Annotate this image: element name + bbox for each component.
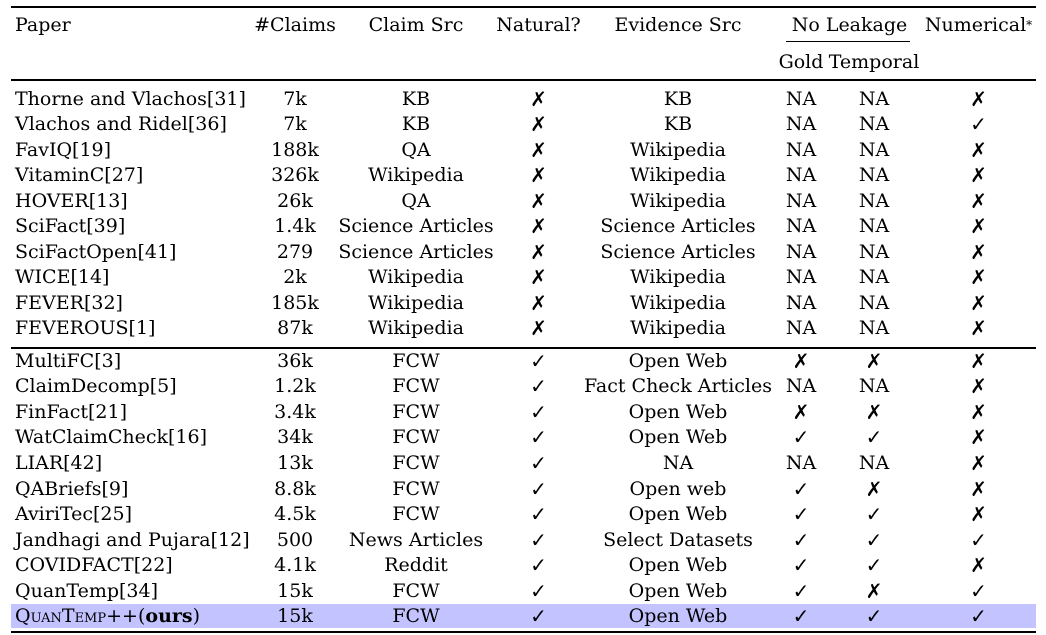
cell-claim-src: Reddit — [384, 554, 448, 577]
cell-claim-src: Wikipedia — [368, 164, 464, 186]
cell-evidence: Wikipedia — [630, 164, 726, 186]
table-row — [11, 290, 1036, 315]
cell-numerical: ✗ — [970, 163, 987, 187]
cell-claim-src: FCW — [392, 579, 440, 602]
cell-claim-src: FCW — [392, 451, 440, 474]
cell-claim-src: FCW — [392, 477, 440, 500]
cell-claims: 1.4k — [274, 215, 316, 237]
cell-temporal: ✓ — [865, 553, 883, 578]
cell-claim-src: KB — [401, 113, 431, 135]
cell-claims: 34k — [277, 426, 313, 449]
cell-claims: 188k — [271, 138, 319, 161]
cell-temporal: ✗ — [865, 399, 883, 424]
cell-gold: ✓ — [792, 553, 810, 578]
cell-temporal: NA — [858, 87, 890, 110]
header-row — [11, 12, 1036, 37]
cell-numerical: ✗ — [970, 188, 987, 213]
cell-gold: NA — [785, 266, 817, 288]
cell-paper: WICE[14] — [15, 266, 110, 288]
cell-claim-src: FCW — [392, 349, 440, 372]
table-row — [11, 163, 1036, 188]
cell-natural: ✗ — [530, 86, 547, 111]
cell-temporal: ✓ — [865, 502, 883, 527]
cell-temporal: ✗ — [865, 476, 883, 501]
cell-claims: 185k — [271, 291, 319, 314]
cell-claims: 1.2k — [274, 375, 316, 398]
cell-paper: Thorne and Vlachos[31] — [15, 87, 246, 110]
ours-paren-open: ( — [137, 605, 146, 627]
cell-claim-src: QA — [401, 189, 431, 212]
cell-claims: 15k — [277, 605, 313, 627]
cell-natural: ✓ — [530, 374, 547, 399]
cell-gold: ✓ — [792, 502, 810, 527]
cell-evidence: Fact Check Articles — [584, 375, 772, 398]
cell-paper: MultiFC[3] — [15, 349, 122, 372]
table-row — [11, 112, 1036, 137]
cell-numerical: ✗ — [970, 265, 987, 289]
cell-evidence: Open web — [629, 477, 727, 500]
cell-paper: FavIQ[19] — [15, 138, 112, 161]
cell-evidence: Science Articles — [600, 240, 756, 263]
table-row — [11, 476, 1036, 501]
cell-natural: ✓ — [530, 604, 547, 628]
cell-claim-src: FCW — [392, 426, 440, 449]
cell-evidence: Open Web — [628, 579, 728, 602]
cell-gold: ✓ — [792, 578, 810, 603]
cell-evidence: Select Datasets — [603, 528, 753, 551]
cell-numerical: ✗ — [970, 290, 987, 315]
cell-evidence: Open Web — [628, 400, 728, 423]
cell-numerical: ✗ — [970, 214, 987, 238]
table-row — [11, 137, 1036, 162]
cell-evidence: Wikipedia — [630, 189, 726, 212]
cell-gold: NA — [785, 451, 817, 474]
cell-numerical: ✗ — [970, 86, 987, 111]
cell-temporal: ✓ — [865, 527, 883, 552]
cell-claims: 500 — [276, 528, 314, 551]
cell-temporal: ✗ — [865, 348, 883, 373]
cell-gold: NA — [785, 138, 817, 161]
cell-claim-src: FCW — [392, 400, 440, 423]
top-rule — [11, 6, 1036, 8]
table-row — [11, 553, 1036, 578]
header-paper: Paper — [15, 13, 71, 36]
cell-claim-src: Wikipedia — [368, 291, 464, 314]
cell-evidence: Wikipedia — [630, 317, 726, 339]
cell-evidence: Wikipedia — [630, 266, 726, 288]
cell-numerical: ✗ — [970, 502, 987, 527]
cell-natural: ✓ — [530, 476, 547, 501]
header-evidence-src: Evidence Src — [614, 13, 742, 36]
cell-natural: ✗ — [530, 239, 547, 264]
cell-paper: WatClaimCheck[16] — [15, 426, 208, 449]
cell-claim-src: Science Articles — [338, 215, 494, 237]
cell-claim-src: News Articles — [348, 528, 484, 551]
cell-evidence: Wikipedia — [630, 138, 726, 161]
cell-evidence: KB — [663, 87, 693, 110]
cell-numerical: ✗ — [970, 239, 987, 264]
cell-temporal: NA — [858, 451, 890, 474]
cell-temporal: ✗ — [865, 578, 883, 603]
cell-gold: ✓ — [792, 527, 810, 552]
table-row — [11, 86, 1036, 111]
no-leakage-rule — [786, 41, 910, 42]
cell-numerical: ✗ — [970, 450, 987, 475]
cell-gold: ✓ — [792, 476, 810, 501]
cell-natural: ✓ — [530, 578, 547, 603]
ours-name: QuanTemp++ — [15, 605, 138, 627]
cell-evidence: NA — [662, 451, 694, 474]
cell-claim-src: Wikipedia — [368, 266, 464, 288]
cell-numerical: ✓ — [970, 578, 987, 603]
cell-paper: ClaimDecomp[5] — [15, 375, 177, 398]
cell-claim-src: FCW — [392, 605, 440, 627]
bottom-rule — [11, 631, 1036, 633]
cell-claims: 15k — [277, 579, 313, 602]
cell-gold: ✗ — [792, 399, 810, 424]
cell-evidence: Science Articles — [600, 215, 756, 237]
table-row — [11, 265, 1036, 290]
cell-natural: ✗ — [530, 112, 547, 136]
cell-numerical: ✗ — [970, 425, 987, 450]
cell-temporal: NA — [858, 113, 890, 135]
cell-natural: ✓ — [530, 425, 547, 450]
table-row — [11, 316, 1036, 341]
cell-paper: AviriTec[25] — [15, 503, 133, 526]
header-numerical-marker: * — [1026, 17, 1033, 32]
cell-claims: 326k — [271, 164, 319, 186]
cell-gold: NA — [785, 189, 817, 212]
table-row — [11, 239, 1036, 264]
cell-temporal: ✓ — [865, 425, 883, 450]
cell-temporal: NA — [858, 138, 890, 161]
cell-gold: ✓ — [792, 425, 810, 450]
cell-paper — [15, 604, 245, 628]
header-numerical-text: Numerical — [924, 13, 1027, 36]
cell-natural: ✓ — [530, 502, 547, 527]
cell-paper: FinFact[21] — [15, 400, 127, 423]
cell-temporal: ✓ — [865, 604, 883, 628]
cell-claims: 7k — [283, 87, 307, 110]
cell-evidence: Open Web — [628, 349, 728, 372]
cell-paper: SciFact[39] — [15, 215, 126, 237]
table-row — [11, 214, 1036, 239]
cell-numerical: ✗ — [970, 374, 987, 399]
cell-numerical: ✗ — [970, 399, 987, 424]
header-rule — [11, 79, 1036, 81]
cell-paper: QuanTemp[34] — [15, 579, 159, 602]
cell-gold: NA — [785, 240, 817, 263]
header-gold: Gold — [778, 50, 824, 73]
cell-natural: ✗ — [530, 214, 547, 238]
cell-numerical: ✗ — [970, 476, 987, 501]
header-numerical — [921, 12, 1036, 37]
table-row-ours — [11, 604, 1036, 628]
cell-paper: HOVER[13] — [15, 189, 128, 212]
header-claim-src: Claim Src — [368, 13, 464, 36]
cell-evidence: Open Web — [628, 554, 728, 577]
cell-gold: NA — [785, 215, 817, 237]
cell-numerical: ✗ — [970, 316, 987, 340]
cell-numerical: ✗ — [970, 553, 987, 578]
cell-claims: 7k — [283, 113, 307, 135]
cell-temporal: NA — [858, 291, 890, 314]
cell-gold: ✓ — [792, 604, 810, 628]
cell-natural: ✓ — [530, 527, 547, 552]
header-no-leakage: No Leakage — [791, 13, 908, 36]
header-natural: Natural? — [496, 13, 581, 36]
cell-paper: LIAR[42] — [15, 451, 103, 474]
cell-temporal: NA — [858, 240, 890, 263]
cell-paper: FEVEROUS[1] — [15, 317, 156, 339]
cell-claims: 2k — [283, 266, 307, 288]
cell-claim-src: KB — [401, 87, 431, 110]
table-row — [11, 527, 1036, 552]
cell-evidence: Open Web — [628, 605, 728, 627]
cell-claims: 4.1k — [274, 554, 316, 577]
cell-natural: ✓ — [530, 399, 547, 424]
cell-evidence: KB — [663, 113, 693, 135]
ours-label: ours — [145, 605, 193, 627]
cell-natural: ✗ — [530, 163, 547, 187]
cell-evidence: Wikipedia — [630, 291, 726, 314]
cell-evidence: Open Web — [628, 503, 728, 526]
table-row — [11, 578, 1036, 603]
cell-claims: 26k — [277, 189, 313, 212]
table-row — [11, 450, 1036, 475]
cell-paper: FEVER[32] — [15, 291, 123, 314]
table-row — [11, 502, 1036, 527]
cell-temporal: NA — [858, 317, 890, 339]
cell-gold: NA — [785, 317, 817, 339]
cell-gold: NA — [785, 113, 817, 135]
table-row — [11, 374, 1036, 399]
cell-paper: QABriefs[9] — [15, 477, 129, 500]
header-subrow — [11, 49, 1036, 74]
cell-gold: NA — [785, 87, 817, 110]
cell-claims: 36k — [277, 349, 313, 372]
cell-temporal: NA — [858, 215, 890, 237]
ours-paren-close: ) — [192, 605, 201, 627]
header-claims: #Claims — [254, 13, 336, 36]
cell-claims: 13k — [277, 451, 313, 474]
cell-numerical: ✗ — [970, 137, 987, 162]
cell-numerical: ✗ — [970, 348, 987, 373]
cell-natural: ✗ — [530, 290, 547, 315]
cell-claim-src: Wikipedia — [368, 317, 464, 339]
cell-temporal: NA — [858, 266, 890, 288]
table-row — [11, 399, 1036, 424]
cell-natural: ✗ — [530, 188, 547, 213]
table-row — [11, 348, 1036, 373]
cell-gold: NA — [785, 164, 817, 186]
cell-claims: 87k — [277, 317, 313, 339]
cell-claims: 3.4k — [274, 400, 316, 423]
cell-claims: 8.8k — [274, 477, 316, 500]
cell-numerical: ✓ — [970, 112, 987, 136]
cell-paper: Vlachos and Ridel[36] — [15, 113, 227, 135]
cell-natural: ✓ — [530, 450, 547, 475]
cell-paper: VitaminC[27] — [15, 164, 144, 186]
cell-paper: Jandhagi and Pujara[12] — [15, 528, 250, 551]
cell-claim-src: FCW — [392, 503, 440, 526]
cell-gold: NA — [785, 291, 817, 314]
cell-numerical: ✓ — [970, 604, 987, 628]
cell-natural: ✗ — [530, 316, 547, 340]
cell-claim-src: Science Articles — [338, 240, 494, 263]
table-row — [11, 188, 1036, 213]
cell-claim-src: FCW — [392, 375, 440, 398]
header-temporal: Temporal — [828, 50, 920, 73]
cell-natural: ✓ — [530, 348, 547, 373]
cell-paper: COVIDFACT[22] — [15, 554, 173, 577]
cell-paper: SciFactOpen[41] — [15, 240, 177, 263]
cell-claims: 4.5k — [274, 503, 316, 526]
cell-natural: ✗ — [530, 265, 547, 289]
cell-temporal: NA — [858, 164, 890, 186]
cell-gold: NA — [785, 375, 817, 398]
cell-natural: ✗ — [530, 137, 547, 162]
cell-claims: 279 — [276, 240, 314, 263]
cell-numerical: ✓ — [970, 527, 987, 552]
cell-gold: ✗ — [792, 348, 810, 373]
table-row — [11, 425, 1036, 450]
cell-natural: ✓ — [530, 553, 547, 578]
cell-claim-src: QA — [401, 138, 431, 161]
cell-temporal: NA — [858, 189, 890, 212]
cell-temporal: NA — [858, 375, 890, 398]
cell-evidence: Open Web — [628, 426, 728, 449]
